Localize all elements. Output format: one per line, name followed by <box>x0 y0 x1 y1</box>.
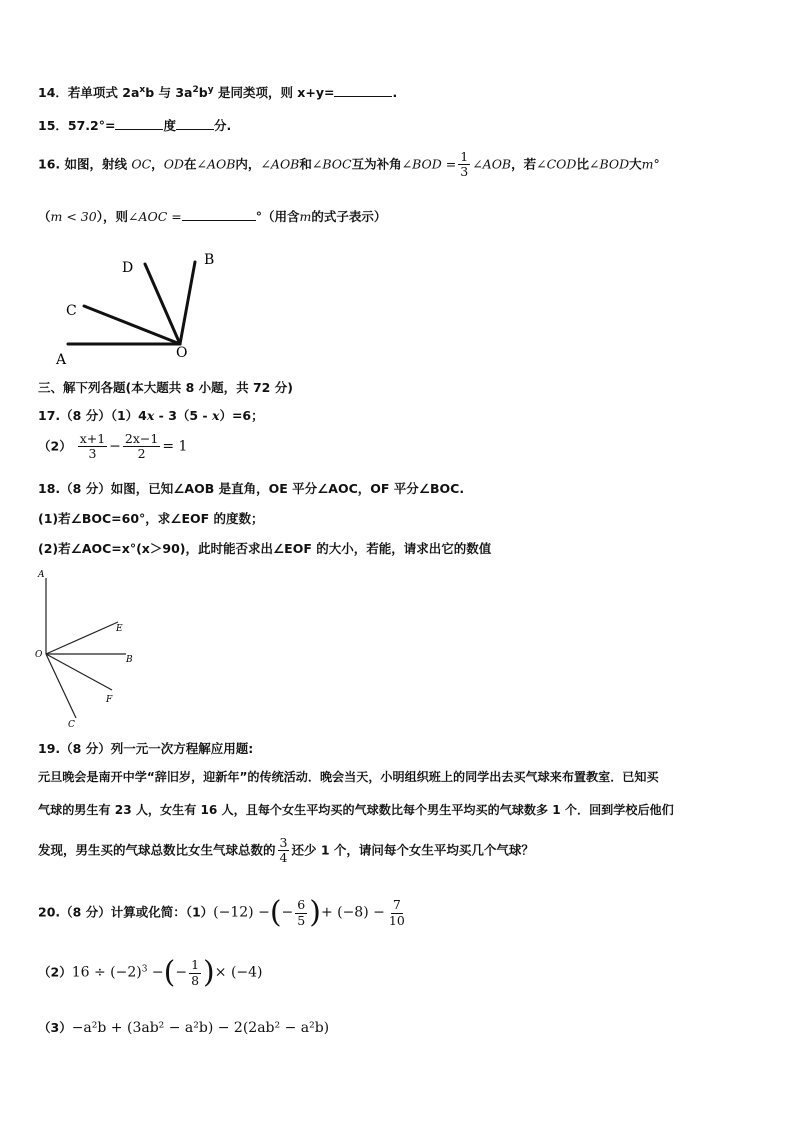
question-19-line4 <box>38 836 534 866</box>
label-b: B <box>204 252 215 268</box>
q16-line2-text: （ <box>38 209 51 224</box>
q20-p1-left-paren: ( <box>269 895 282 930</box>
q20-p1-right-paren: ) <box>309 895 321 930</box>
question-17-part1 <box>38 408 264 423</box>
label-c: C <box>66 303 77 319</box>
q16-angle-aob-2: ∠AOB <box>260 156 300 172</box>
q16-text-b: 在 <box>183 156 197 172</box>
q20-p1-fraction-2 <box>387 898 407 928</box>
q17-text-b: - 3（5 - <box>154 408 212 423</box>
q17-fraction-1-numerator: x+1 <box>79 431 106 446</box>
q18-angle-figure <box>32 566 142 732</box>
q16-answer-blank[interactable] <box>182 208 256 221</box>
q17-minus: − <box>109 438 121 455</box>
q19-fraction-numerator: 3 <box>279 835 288 850</box>
q14-answer-blank[interactable] <box>334 84 392 97</box>
q16-angle-bod-2: ∠BOD <box>588 156 630 172</box>
q16-m-degree: m° <box>641 156 660 172</box>
label-e: E <box>116 624 123 634</box>
q16-text-g: 比 <box>576 156 589 172</box>
label-c: C <box>68 720 75 730</box>
q17-fraction-1 <box>78 432 107 462</box>
q17-part2-label: （2） <box>38 438 72 454</box>
question-19-line2: 元旦晚会是南开中学“辞旧岁，迎新年”的传统活动．晚会当天，小明组织班上的同学出去买气球来布置教室．已知买 <box>38 770 659 784</box>
q16-sep: ， <box>151 156 164 172</box>
q16-angle-bod: ∠BOD = <box>401 156 457 172</box>
question-15 <box>38 117 231 133</box>
question-14 <box>38 84 397 100</box>
q19-fraction <box>278 836 290 866</box>
q15-degree-blank[interactable] <box>115 117 163 130</box>
question-18-line2: (1)若∠BOC=60°，求∠EOF 的度数； <box>38 511 264 526</box>
q16-text: 16. 如图，射线 <box>38 156 127 172</box>
label-o: O <box>35 650 43 660</box>
q16-text-d: 和 <box>299 156 312 172</box>
q16-text-c: 内， <box>235 156 261 172</box>
question-18-line3: (2)若∠AOC=x°(x＞90)，此时能否求出∠EOF 的大小，若能，请求出它的数值 <box>38 541 492 556</box>
question-17-part2 <box>38 432 187 462</box>
q20-p2-fraction-denominator: 8 <box>191 972 200 988</box>
q20-p1-term-b: + (−8) − <box>320 904 385 921</box>
ray-oc <box>46 654 76 718</box>
q14-exponent-x: x <box>139 84 146 95</box>
q16-text-f: ，若 <box>511 156 537 172</box>
label-a: A <box>38 570 45 580</box>
q20-p1-fraction-numerator: 6 <box>297 897 306 913</box>
question-18-line1: 18.（8 分）如图，已知∠AOB 是直角，OE 平分∠AOC，OF 平分∠BOC. <box>38 481 465 496</box>
q20-p1-fraction-2-numerator: 7 <box>392 897 401 913</box>
label-d: D <box>122 260 134 276</box>
q19-line4-text-b: 还少 1 个，请问每个女生平均买几个气球？ <box>291 842 534 858</box>
q16-fraction-denominator: 3 <box>460 164 469 180</box>
q16-line2-text-c: °（用含 <box>255 209 300 224</box>
q19-line4-text: 发现，男生买的气球总数比女生气球总数的 <box>38 842 276 858</box>
q16-angle-aoc: ∠AOC = <box>127 209 182 224</box>
label-a: A <box>56 352 67 368</box>
q15-text-b: 度 <box>163 118 176 133</box>
q17-fraction-1-denominator: 3 <box>88 446 97 462</box>
question-16-line1 <box>38 150 660 180</box>
q16-m: m <box>299 209 312 224</box>
q20-p2-term-c: × (−4) <box>214 964 263 981</box>
q20-p1-fraction <box>295 898 307 928</box>
q20-p1-term-a: (−12) − <box>213 904 270 921</box>
q17-fraction-2-denominator: 2 <box>137 446 146 462</box>
q15-minute-blank[interactable] <box>176 117 214 130</box>
question-20-part3 <box>38 1020 329 1037</box>
q20-part2-label: （2） <box>38 964 72 980</box>
question-20-part1 <box>38 895 409 930</box>
q20-p2-term-a: 16 ÷ (−2) <box>71 964 142 981</box>
q14-text: 14．若单项式 2a <box>38 85 140 100</box>
q16-line2-text-d: 的式子表示） <box>311 209 387 224</box>
q17-fraction-2-numerator: 2x−1 <box>124 431 159 446</box>
question-16-line2 <box>38 208 386 224</box>
q20-p1-fraction-denominator: 5 <box>297 912 306 928</box>
q16-angle-aob: ∠AOB <box>196 156 236 172</box>
q17-x-2: x <box>211 408 220 423</box>
q16-angle-aob-3: ∠AOB <box>472 156 512 172</box>
label-f: F <box>106 695 113 705</box>
ray-ob <box>180 262 195 344</box>
q16-angle-cod: ∠COD <box>536 156 577 172</box>
q14-text-c: b <box>198 85 208 100</box>
q20-part3-label: （3） <box>38 1020 72 1035</box>
q17-fraction-2 <box>123 432 160 462</box>
q20-p2-inner-sign: − <box>175 964 188 981</box>
q16-fraction <box>458 150 470 180</box>
q14-text-b: b 与 3a <box>145 85 193 100</box>
section-3-heading: 三、解下列各题(本大题共 8 小题，共 72 分) <box>38 380 293 395</box>
q14-text-d: 是同类项，则 x+y= <box>213 85 335 100</box>
q16-angle-figure <box>50 248 230 368</box>
q16-line2-text-b: ），则 <box>96 209 128 224</box>
q15-text: 15．57.2°= <box>38 118 116 133</box>
q14-exponent-y: y <box>207 84 214 95</box>
q17-equals: = 1 <box>162 438 188 455</box>
question-19-line1: 19.（8 分）列一元一次方程解应用题: <box>38 741 254 756</box>
q17-text: 17.（8 分）（1）4 <box>38 408 147 423</box>
label-b: B <box>126 655 133 665</box>
label-o: O <box>176 345 188 361</box>
q16-ray-oc: OC <box>131 156 152 172</box>
q20-p2-right-paren: ) <box>203 955 215 990</box>
q20-p2-fraction-numerator: 1 <box>191 957 200 973</box>
q17-x: x <box>146 408 155 423</box>
q14-end: . <box>392 85 398 100</box>
q16-angle-boc: ∠BOC <box>311 156 352 172</box>
q20-p2-fraction <box>189 958 201 988</box>
q16-ray-od: OD <box>163 156 184 172</box>
q16-m-condition: m < 30 <box>50 209 97 224</box>
q16-text-h: 大 <box>629 156 642 172</box>
q20-p3-expression: −a²b + (3ab² − a²b) − 2(2ab² − a²b) <box>71 1020 330 1036</box>
ray-of <box>46 654 112 690</box>
q17-text-c: ）=6； <box>219 408 264 423</box>
q15-text-c: 分. <box>213 118 232 133</box>
q16-text-e: 互为补角 <box>351 156 402 172</box>
q20-label: 20.（8 分）计算或化简：（1） <box>38 904 214 920</box>
q20-p2-minus: − <box>147 964 164 981</box>
q20-p1-fraction-2-denominator: 10 <box>388 912 405 928</box>
q19-fraction-denominator: 4 <box>279 850 288 866</box>
question-19-line3: 气球的男生有 23 人，女生有 16 人，且每个女生平均买的气球数比每个男生平均买的气球数多 1 个．回到学校后他们 <box>38 803 674 817</box>
q20-p1-inner-sign: − <box>281 904 294 921</box>
question-20-part2 <box>38 955 263 990</box>
q20-p2-exponent: 3 <box>141 964 148 975</box>
q20-p2-left-paren: ( <box>163 955 176 990</box>
q16-fraction-numerator: 1 <box>460 149 469 164</box>
ray-oe <box>46 622 118 654</box>
q14-exponent-2: 2 <box>192 84 199 95</box>
